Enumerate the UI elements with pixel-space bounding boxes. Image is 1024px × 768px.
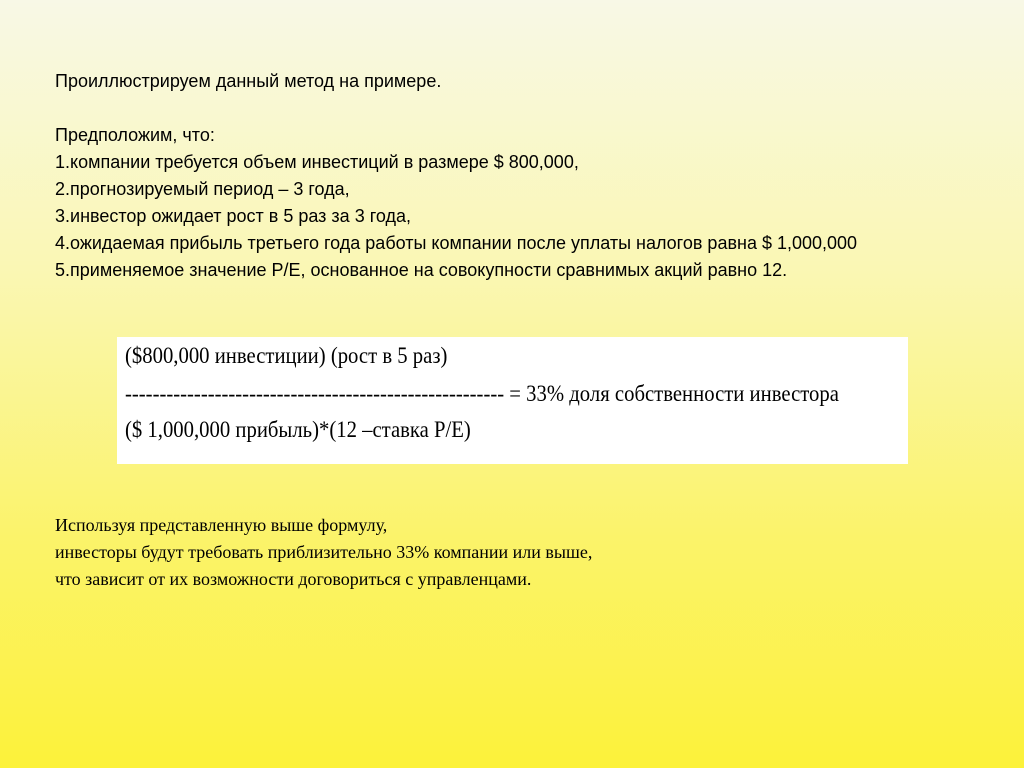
intro-text-block [55,68,1020,284]
assumption-item: 3.инвестор ожидает рост в 5 раз за 3 года, [55,206,412,226]
intro-lead: Проиллюстрируем данный метод на примере. [55,71,442,91]
assumption-item: 1.компании требуется объем инвестиций в размере $ 800,000, [55,152,579,172]
formula-image [117,337,908,464]
assumption-heading: Предположим, что: [55,125,215,145]
formula-numerator: ($800,000 инвестиции) (рост в 5 раз) [125,343,448,368]
formula-denominator: ($ 1,000,000 прибыль)*(12 –ставка Р/Е) [125,417,471,442]
spacer [55,95,1020,122]
conclusion-line: что зависит от их возможности договориться с управленцами. [55,569,532,589]
formula-fraction-line: ------------------------------------------------------- = 33% доля собственности инвестора [125,381,839,406]
assumption-item: 2.прогнозируемый период – 3 года, [55,179,350,199]
conclusion-line: Используя представленную выше формулу, [55,515,388,535]
conclusion-line: инвесторы будут требовать приблизительно 33% компании или выше, [55,542,593,562]
assumption-item: 4.ожидаемая прибыль третьего года работы компании после уплаты налогов равна $ 1,000,000 [55,233,858,253]
assumption-item: 5.применяемое значение Р/Е, основанное на совокупности сравнимых акций равно 12. [55,260,788,280]
conclusion-text-block [55,512,1015,593]
